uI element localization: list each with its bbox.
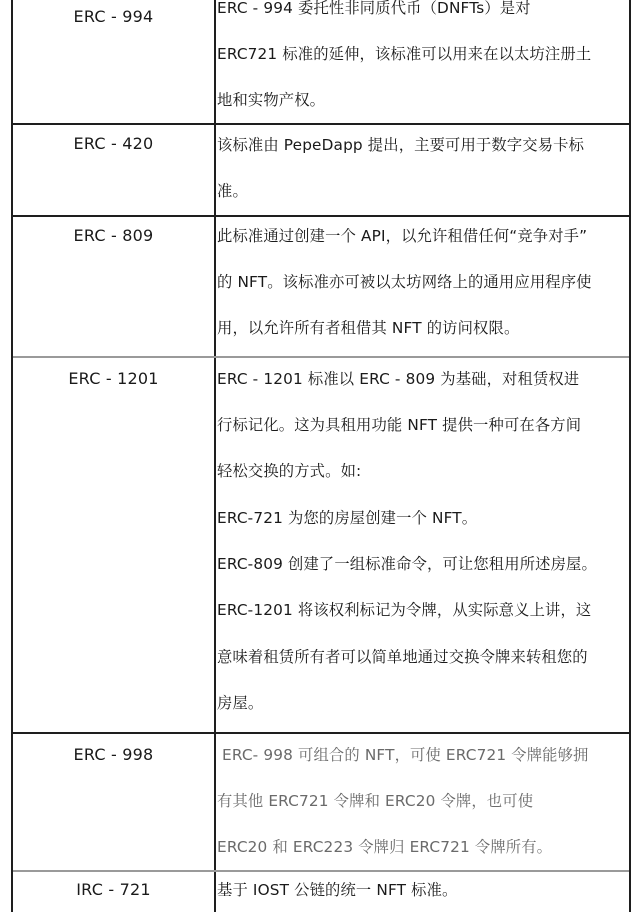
standard-name: ERC - 994 <box>13 0 216 123</box>
table-row-irc-721 <box>13 872 629 912</box>
standard-name: ERC - 1201 <box>13 358 216 732</box>
table-row-erc-998 <box>13 734 629 872</box>
description-line: ERC - 1201 标准以 ERC - 809 为基础，对租赁权进 <box>217 370 580 388</box>
description-line: 地和实物产权。 <box>217 91 326 109</box>
description-line: 意味着租赁所有者可以简单地通过交换令牌来转租您的 <box>217 648 588 666</box>
standard-name: ERC - 998 <box>13 734 216 870</box>
description-line: ERC-1201 将该权利标记为令牌，从实际意义上讲，这 <box>217 601 592 619</box>
description-line: 基于 IOST 公链的统一 NFT 标准。 <box>217 881 458 899</box>
description-line: 房屋。 <box>217 694 264 712</box>
description-line: 行标记化。这为具租用功能 NFT 提供一种可在各方间 <box>217 416 582 434</box>
description-line: 轻松交换的方式。如: <box>217 462 362 480</box>
standard-description <box>216 358 629 732</box>
nft-standards-table <box>11 0 631 912</box>
description-line: 有其他 ERC721 令牌和 ERC20 令牌，也可使 <box>217 792 534 810</box>
table-row-erc-809 <box>13 217 629 358</box>
description-line: 用，以允许所有者租借其 NFT 的访问权限。 <box>217 319 520 337</box>
description-line: ERC- 998 可组合的 NFT，可使 ERC721 令牌能够拥 <box>217 746 589 764</box>
description-line: ERC721 标准的延伸，该标准可以用来在以太坊注册土 <box>217 45 592 63</box>
standard-name: ERC - 809 <box>13 217 216 356</box>
description-line: ERC-809 创建了一组标准命令，可让您租用所述房屋。 <box>217 555 597 573</box>
description-line: 该标准由 PepeDapp 提出，主要可用于数字交易卡标 <box>217 136 585 154</box>
description-line: 的 NFT。该标准亦可被以太坊网络上的通用应用程序使 <box>217 273 592 291</box>
description-line: ERC-721 为您的房屋创建一个 NFT。 <box>217 509 478 527</box>
description-line: ERC - 994 委托性非同质代币（DNFTs）是对 <box>217 0 531 17</box>
standard-description <box>216 0 629 123</box>
standard-description <box>216 872 629 912</box>
table-row-erc-420 <box>13 125 629 217</box>
standard-description <box>216 734 629 870</box>
standard-name: IRC - 721 <box>13 872 216 912</box>
description-line: ERC20 和 ERC223 令牌归 ERC721 令牌所有。 <box>217 838 553 856</box>
standard-description <box>216 125 629 215</box>
description-line: 准。 <box>217 182 248 200</box>
description-line: 此标准通过创建一个 API，以允许租借任何“竞争对手” <box>217 227 588 245</box>
standard-description <box>216 217 629 356</box>
table-row-erc-1201 <box>13 358 629 734</box>
standard-name: ERC - 420 <box>13 125 216 215</box>
table-row-erc-994 <box>13 0 629 125</box>
